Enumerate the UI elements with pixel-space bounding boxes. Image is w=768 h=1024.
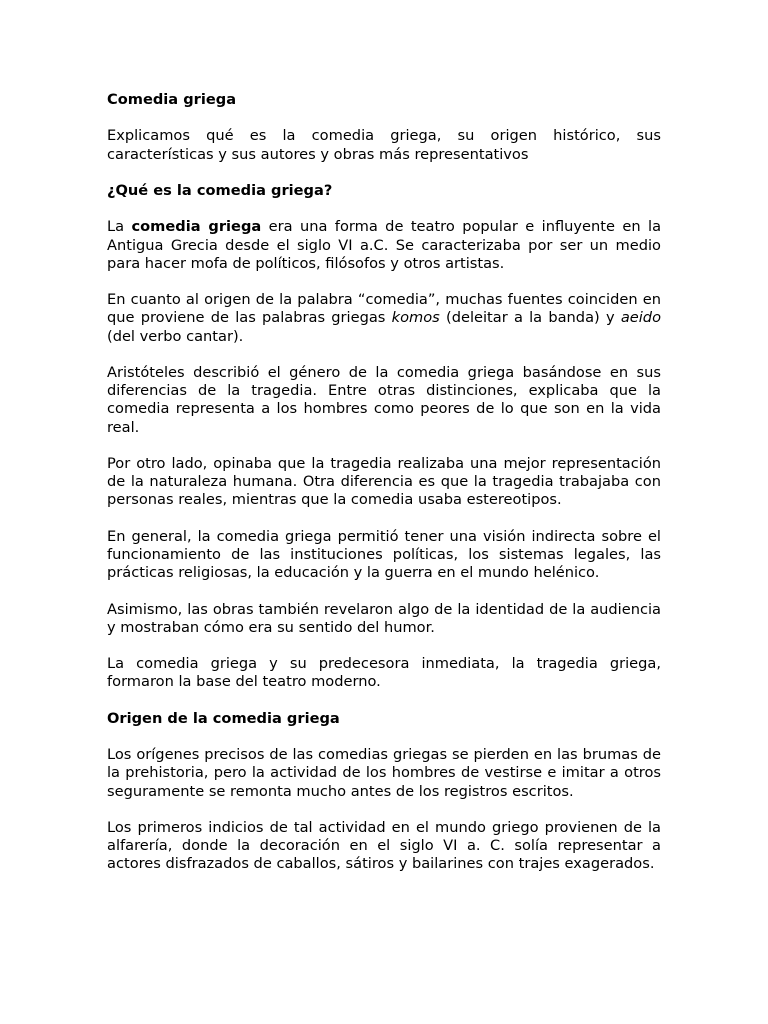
text-run: era una forma de teatro popular e influyente en la Antigua Grecia desde el siglo VI a.C. Se caracterizaba por ser un medio para hacer mofa de políticos, filósofos y otros artistas. [107,218,662,272]
document-title: Comedia griega [107,91,237,108]
paragraph-etymology [107,291,661,346]
text-run: La [107,218,132,236]
section-heading-what-is: ¿Qué es la comedia griega? [107,181,333,199]
text-run: (del verbo cantar). [107,327,244,345]
paragraph-definition [107,218,661,273]
text-run: En cuanto al origen de la palabra “comedia”, muchas fuentes coinciden en que proviene de las palabras griegas [107,291,661,327]
paragraph-general: En general, la comedia griega permitió tener una visión indirecta sobre el funcionamiento de las instituciones políticas, los sistemas legales, las prácticas religiosas, la educación y la guerra en el mundo helénico. [107,527,661,582]
paragraph-aristotle: Aristóteles describió el género de la comedia griega basándose en sus diferencias de la tragedia. Entre otras distinciones, explicaba que la comedia representa a los hombres como peores de lo que son en la vida real. [107,363,661,436]
italic-term-komos: komos [391,309,440,327]
section-heading-origin: Origen de la comedia griega [107,709,340,727]
paragraph-origins: Los orígenes precisos de las comedias griegas se pierden en las brumas de la prehistoria, pero la actividad de los hombres de vestirse e imitar a otros seguramente se remonta mucho antes de los registros escritos. [107,746,661,800]
paragraph-audience: Asimismo, las obras también revelaron algo de la identidad de la audiencia y mostraban cómo era su sentido del humor. [107,600,661,636]
paragraph-modern-theatre: La comedia griega y su predecesora inmediata, la tragedia griega, formaron la base del teatro moderno. [107,655,661,691]
document-page [107,91,661,892]
bold-term: comedia griega [131,218,262,236]
italic-term-aeido: aeido [620,309,661,327]
intro-paragraph: Explicamos qué es la comedia griega, su origen histórico, sus características y sus autores y obras más representativos [107,127,661,163]
paragraph-pottery: Los primeros indicios de tal actividad en el mundo griego provienen de la alfarería, donde la decoración en el siglo VI a. C. solía representar a actores disfrazados de caballos, sátiros y bailarines con trajes exagerados. [107,818,661,873]
text-run: (deleitar a la banda) y [439,309,621,327]
paragraph-tragedy-comparison: Por otro lado, opinaba que la tragedia realizaba una mejor representación de la naturaleza humana. Otra diferencia es que la tragedia trabajaba con personas reales, mientras que la comedia usaba estereotipos. [107,454,661,509]
